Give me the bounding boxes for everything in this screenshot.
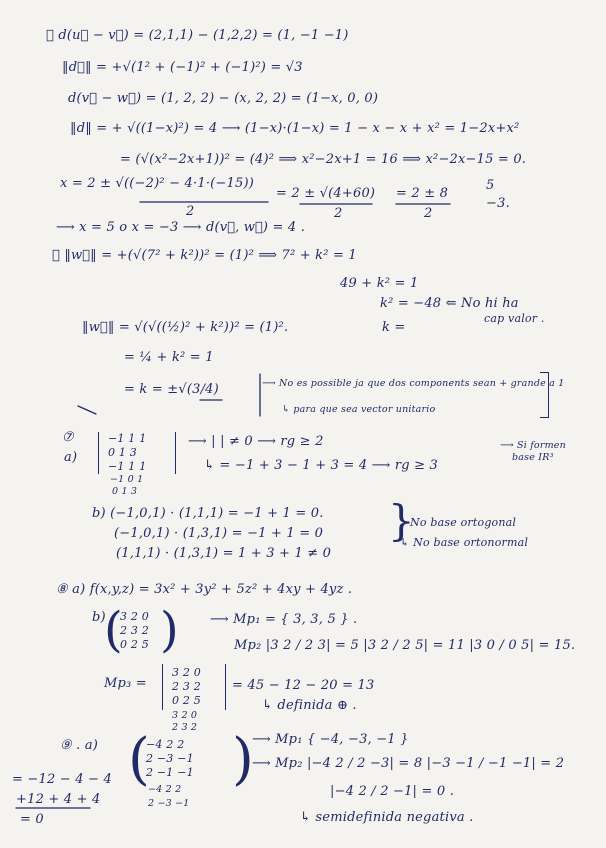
s8-mp1: ⟶ Mp₁ = { 3, 3, 5 } . xyxy=(210,612,358,627)
s5-line-1: ⑤ d(u⃗ − v⃗) = (2,1,1) − (1,2,2) = (1, −1 −1) xyxy=(46,28,349,43)
s5-root-5: 5 xyxy=(486,178,495,193)
s7-b-line2: (−1,0,1) · (1,3,1) = −1 + 1 = 0 xyxy=(114,526,324,541)
s9-left-1: = −12 − 4 − 4 xyxy=(12,772,112,787)
s6-line-1: ⑥ ‖w⃗‖ = +(√(7² + k²))² = (1)² ⟹ 7² + k² = 1 xyxy=(52,248,357,263)
s8-mp3: Mp₃ = xyxy=(104,676,147,691)
s7-m-r2: 0 1 3 xyxy=(108,446,137,459)
s9-left-2: +12 + 4 + 4 xyxy=(16,792,101,807)
s9-m-r1: −4 2 2 xyxy=(146,738,185,751)
s8-m-r3: 0 2 5 xyxy=(120,638,149,651)
s7-m-r4: −1 0 1 xyxy=(110,474,144,485)
s8-d-r4: 3 2 0 xyxy=(172,710,198,721)
s8-d-r3: 0 2 5 xyxy=(172,694,201,707)
s5-line-3: d(v⃗ − w⃗) = (1, 2, 2) − (x, 2, 2) = (1−x, 0, 0) xyxy=(68,91,379,106)
s5-line-6-num1: x = 2 ± √((−2)² − 4·1·(−15)) xyxy=(60,176,255,191)
s7-m-r3: −1 1 1 xyxy=(108,460,147,473)
s5-den-1: 2 xyxy=(186,204,195,219)
s7-b-note1: No base ortogonal xyxy=(410,516,517,529)
s8-paren-right: ) xyxy=(160,602,179,658)
margin-mark xyxy=(78,406,96,414)
s6-line-4: ‖w⃗‖ = √(√((½)² + k²))² = (1)². xyxy=(82,320,289,335)
s5-line-5: = (√(x²−2x+1))² = (4)² ⟹ x²−2x+1 = 16 ⟹ x²−2x−15 = 0. xyxy=(120,152,527,167)
s8-result: = 45 − 12 − 20 = 13 xyxy=(232,678,375,693)
s9-left-3: = 0 xyxy=(20,812,44,827)
s9-m-r2: 2 −3 −1 xyxy=(146,752,194,765)
s5-line-7: ⟶ x = 5 o x = −3 ⟶ d(v⃗, w⃗) = 4 . xyxy=(56,220,306,235)
s8-m-r2: 2 3 2 xyxy=(120,624,149,637)
s7-num: ⑦ xyxy=(62,430,74,445)
s5-den-3: 2 xyxy=(424,206,433,221)
s6-line-6: = k = ±√(3/4) xyxy=(124,382,219,397)
s6-line-5: = ¼ + k² = 1 xyxy=(124,350,214,365)
s7-b-line1: b) (−1,0,1) · (1,1,1) = −1 + 1 = 0. xyxy=(92,506,324,521)
s8-m-r1: 3 2 0 xyxy=(120,610,149,623)
s7-b-line3: (1,1,1) · (1,3,1) = 1 + 3 + 1 ≠ 0 xyxy=(116,546,332,561)
s5-line-6-num2: = 2 ± √(4+60) xyxy=(276,186,376,201)
s6-note-a: ⟶ No es possible ja que dos components sean + grande a 1 xyxy=(262,378,565,389)
s7-m-r5: 0 1 3 xyxy=(112,486,138,497)
s9-paren-right: ) xyxy=(232,727,254,792)
s6-k-eq: k = xyxy=(382,320,406,335)
s7-note-1: ⟶ Si formen xyxy=(500,440,566,451)
s7-b-note2: ↳ No base ortonormal xyxy=(400,536,529,549)
s7-a: a) xyxy=(64,450,78,465)
s6-line-2: 49 + k² = 1 xyxy=(340,276,419,291)
s5-line-6-num3: = 2 ± 8 xyxy=(396,186,449,201)
s7-a-line1: ⟶ | | ≠ 0 ⟶ rg ≥ 2 xyxy=(188,434,324,449)
s7-note-2: base IR³ xyxy=(512,452,554,463)
s5-line-2: ‖d⃗‖ = +√(1² + (−1)² + (−1)²) = √3 xyxy=(62,60,303,75)
s8-mp2: Mp₂ |3 2 / 2 3| = 5 |3 2 / 2 5| = 11 |3 0 / 0 5| = 15. xyxy=(234,638,576,653)
s6-note-2: cap valor . xyxy=(484,312,545,325)
s7-m-r1: −1 1 1 xyxy=(108,432,147,445)
s8-d-r1: 3 2 0 xyxy=(172,666,201,679)
s7-brace: } xyxy=(388,496,415,545)
s6-note-b: ↳ para que sea vector unitario xyxy=(282,404,436,415)
s8-d-r2: 2 3 2 xyxy=(172,680,201,693)
s8-line-1: ⑧ a) f(x,y,z) = 3x² + 3y² + 5z² + 4xy + 4yz . xyxy=(56,582,353,597)
s9-paren-left: ( xyxy=(128,727,150,792)
s9-semidef: ↳ semidefinida negativa . xyxy=(300,810,474,825)
s5-line-4: ‖d‖ = + √((1−x)²) = 4 ⟶ (1−x)·(1−x) = 1 − x − x + x² = 1−2x+x² xyxy=(70,121,520,136)
s6-line-3: k² = −48 ⇐ No hi ha xyxy=(380,296,519,311)
s9-m-r4: −4 2 2 xyxy=(148,784,182,795)
s5-root-minus3: −3. xyxy=(486,196,510,211)
s9-mp1: ⟶ Mp₁ { −4, −3, −1 } xyxy=(252,732,409,747)
s9-mp2b: |−4 2 / 2 −1| = 0 . xyxy=(330,784,455,799)
s7-a-line2: ↳ = −1 + 3 − 1 + 3 = 4 ⟶ rg ≥ 3 xyxy=(204,458,438,473)
s9-mp2: ⟶ Mp₂ |−4 2 / 2 −3| = 8 |−3 −1 / −1 −1| = 2 xyxy=(252,756,565,771)
s8-definida: ↳ definida ⊕ . xyxy=(262,698,357,713)
s9-m-r5: 2 −3 −1 xyxy=(148,798,190,809)
s8-paren-left: ( xyxy=(104,602,123,658)
s8-b: b) xyxy=(92,610,106,625)
s9-m-r3: 2 −1 −1 xyxy=(146,766,194,779)
s8-d-r5: 2 3 2 xyxy=(172,722,198,733)
s5-den-2: 2 xyxy=(334,206,343,221)
s9-label: ⑨ . a) xyxy=(60,738,99,753)
